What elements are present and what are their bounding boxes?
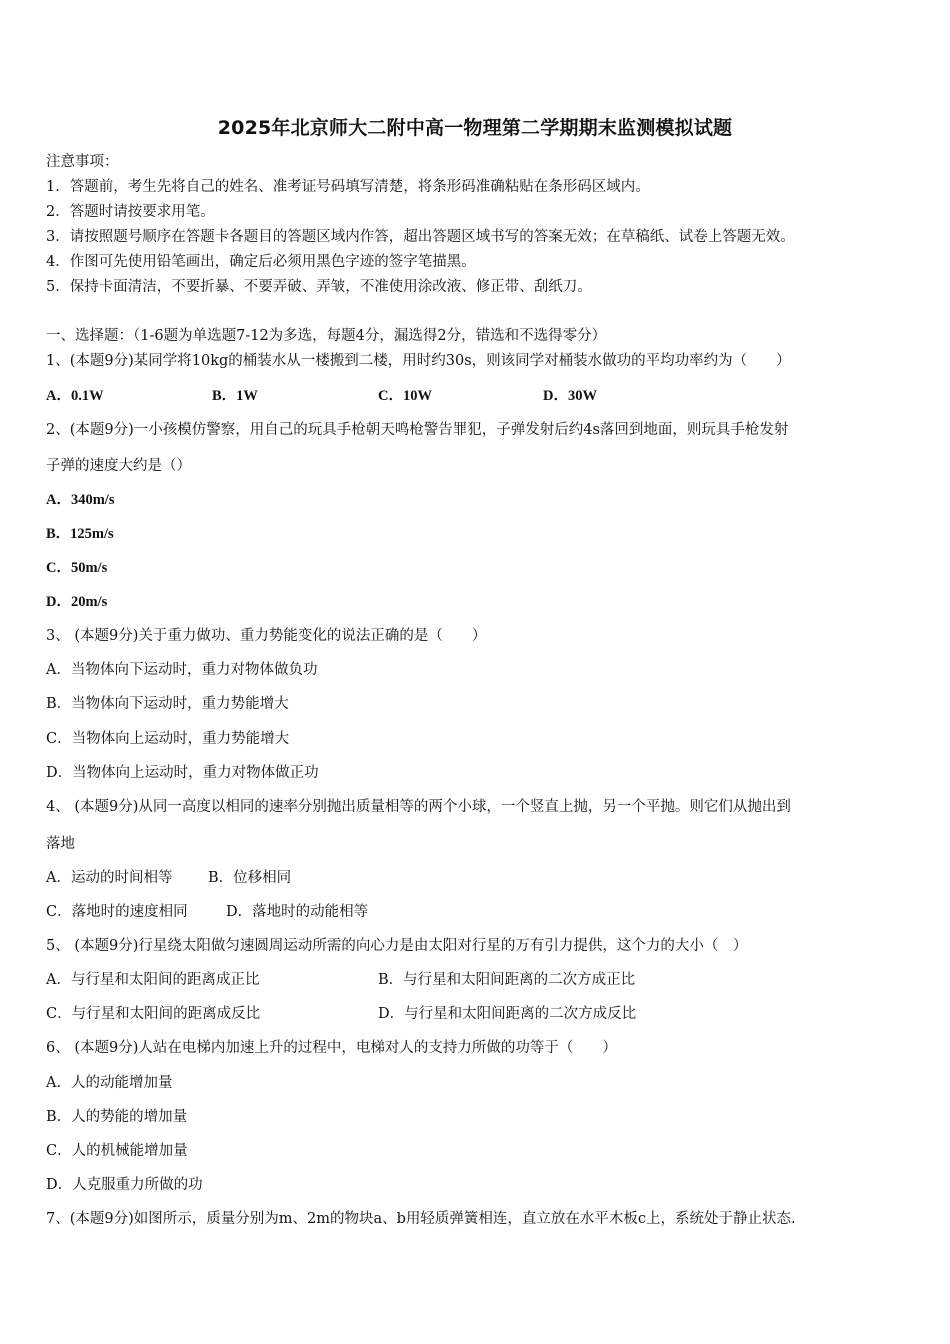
question-6-option-c: C．人的机械能增加量: [46, 1143, 188, 1159]
question-1-option-c: C．10W: [378, 388, 432, 404]
question-5-option-d: D．与行星和太阳间距离的二次方成反比: [378, 1006, 637, 1022]
question-5-option-c: C．与行星和太阳间的距离成反比: [46, 1006, 261, 1022]
question-5-option-a: A．与行星和太阳间的距离成正比: [46, 972, 260, 988]
question-1-option-b: B．1W: [212, 388, 258, 404]
question-3-option-c: C．当物体向上运动时，重力势能增大: [46, 731, 290, 747]
notice-item-4: 4．作图可先使用铅笔画出，确定后必须用黑色字迹的签字笔描黑。: [46, 254, 476, 270]
notice-item-2: 2．答题时请按要求用笔。: [46, 204, 215, 220]
notice-heading: 注意事项：: [46, 154, 119, 170]
question-2-option-b: B．125m/s: [46, 526, 114, 542]
question-5-stem: 5、 (本题9分)行星绕太阳做匀速圆周运动所需的向心力是由太阳对行星的万有引力提供，这个力的大小（ ）: [46, 938, 748, 954]
question-3-option-d: D．当物体向上运动时，重力对物体做正功: [46, 765, 319, 781]
question-3-option-a: A．当物体向下运动时，重力对物体做负功: [46, 662, 318, 678]
question-7-stem: 7、(本题9分)如图所示，质量分别为m、2m的物块a、b用轻质弹簧相连，直立放在水平木板c上，系统处于静止状态.: [46, 1211, 796, 1227]
question-4-option-c: C．落地时的速度相同: [46, 904, 188, 920]
question-1-option-a: A．0.1W: [46, 388, 104, 404]
notice-item-3: 3．请按照题号顺序在答题卡各题目的答题区域内作答，超出答题区域书写的答案无效；在草稿纸、试卷上答题无效。: [46, 229, 795, 245]
notice-item-5: 5．保持卡面清洁，不要折暴、不要弄破、弄皱，不准使用涂改液、修正带、刮纸刀。: [46, 279, 592, 295]
section-heading: 一、选择题：（1-6题为单选题7-12为多选，每题4分，漏选得2分，错选和不选得零分）: [46, 328, 607, 344]
question-3-option-b: B．当物体向下运动时，重力势能增大: [46, 696, 289, 712]
question-2-stem-line-1: 2、(本题9分)一小孩模仿警察，用自己的玩具手枪朝天鸣枪警告罪犯，子弹发射后约4s落回到地面，则玩具手枪发射: [46, 422, 789, 438]
question-6-option-d: D．人克服重力所做的功: [46, 1177, 203, 1193]
question-6-option-a: A．人的动能增加量: [46, 1075, 173, 1091]
question-2-stem-line-2: 子弹的速度大约是（）: [46, 458, 191, 474]
page-title: 2025年北京师大二附中高一物理第二学期期末监测模拟试题: [217, 117, 733, 139]
question-4-option-b: B．位移相同: [208, 870, 292, 886]
question-6-option-b: B．人的势能的增加量: [46, 1109, 188, 1125]
question-5-option-b: B．与行星和太阳间距离的二次方成正比: [378, 972, 636, 988]
question-6-stem: 6、 (本题9分)人站在电梯内加速上升的过程中，电梯对人的支持力所做的功等于（ ）: [46, 1040, 617, 1056]
notice-item-1: 1．答题前，考生先将自己的姓名、准考证号码填写清楚，将条形码准确粘贴在条形码区域内。: [46, 179, 650, 195]
question-2-option-c: C．50m/s: [46, 560, 108, 576]
question-4-stem-line-1: 4、 (本题9分)从同一高度以相同的速率分别抛出质量相等的两个小球，一个竖直上抛，另一个平抛。则它们从抛出到: [46, 799, 791, 815]
question-1-option-d: D．30W: [543, 388, 597, 404]
question-2-option-a: A．340m/s: [46, 492, 115, 508]
question-4-option-a: A．运动的时间相等: [46, 870, 173, 886]
question-4-stem-line-2: 落地: [46, 836, 75, 852]
question-3-stem: 3、 (本题9分)关于重力做功、重力势能变化的说法正确的是（ ）: [46, 628, 487, 644]
question-1-stem: 1、(本题9分)某同学将10kg的桶装水从一楼搬到二楼，用时约30s，则该同学对桶装水做功的平均功率约为（ ）: [46, 353, 791, 369]
question-4-option-d: D．落地时的动能相等: [226, 904, 369, 920]
question-2-option-d: D．20m/s: [46, 594, 108, 610]
